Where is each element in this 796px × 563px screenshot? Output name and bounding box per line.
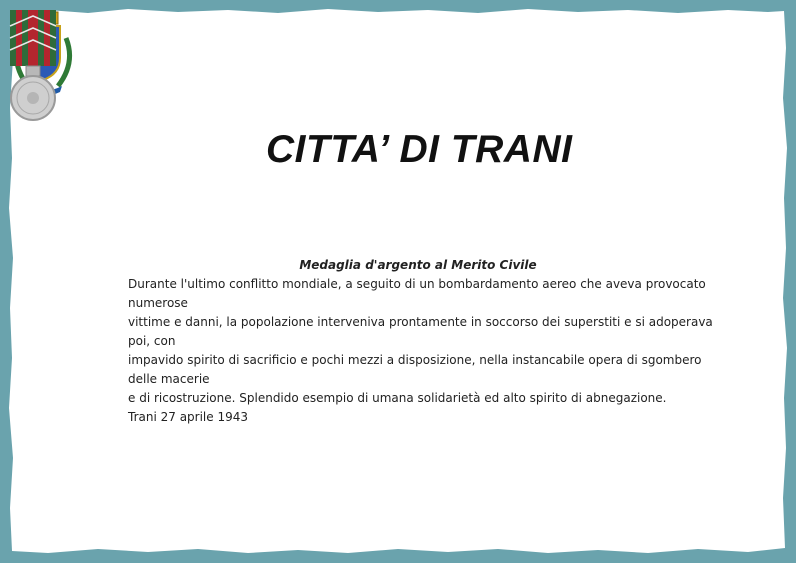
motivation-line: impavido spirito di sacrificio e pochi mezzi a disposizione, nella instancabile opera di sgombero delle macerie <box>128 353 702 386</box>
motivation-line: vittime e danni, la popolazione interveniva prontamente in soccorso dei superstiti e si adoperava poi, con <box>128 315 713 348</box>
motivation-line: e di ricostruzione. Splendido esempio di umana solidarietà ed alto spirito di abnegazione. <box>128 391 667 405</box>
motivation-date: Trani 27 aprile 1943 <box>128 410 248 424</box>
motivation-heading: Medaglia d'argento al Merito Civile <box>299 258 537 272</box>
page-title: CITTA’ DI TRANI <box>266 128 573 171</box>
medal-motivation <box>128 256 728 427</box>
paper-sheet <box>8 8 788 555</box>
motivation-line: Durante l'ultimo conflitto mondiale, a seguito di un bombardamento aereo che aveva provocato numerose <box>128 277 706 310</box>
silver-medal-icon <box>8 8 58 123</box>
